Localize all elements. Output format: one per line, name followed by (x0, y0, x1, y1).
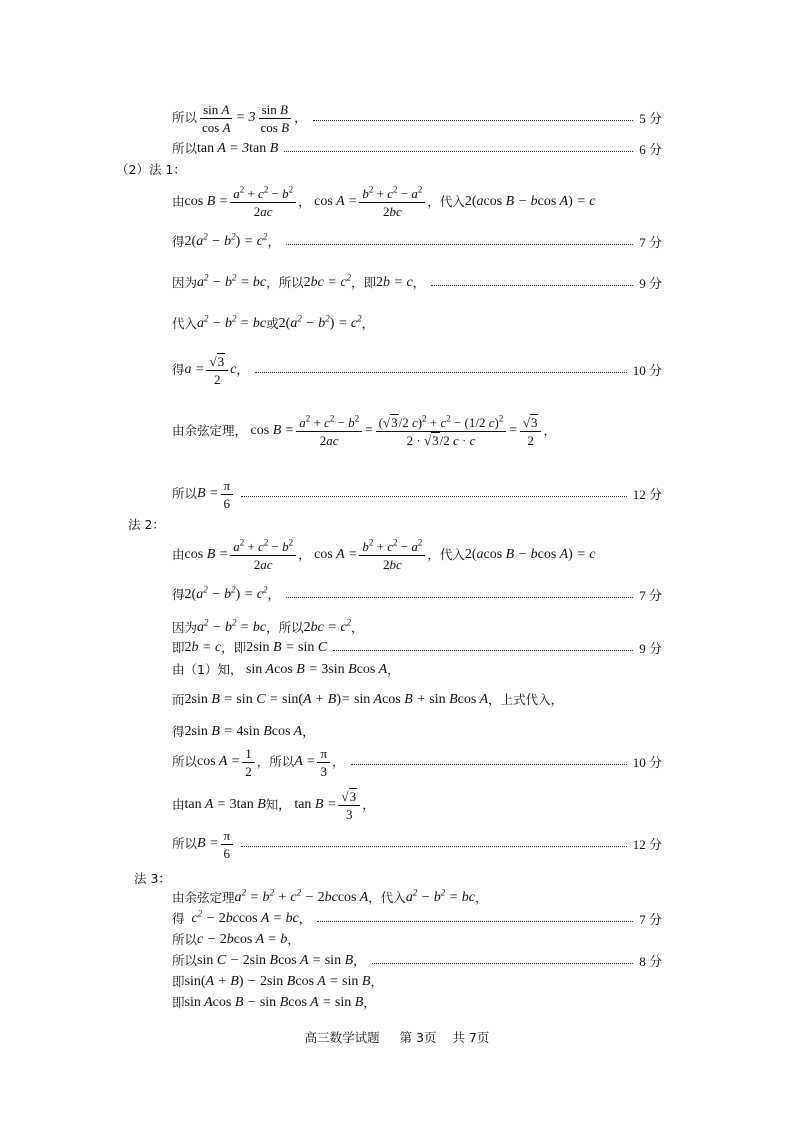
leader-dots (284, 151, 633, 152)
score-label: 10 分 (632, 362, 662, 378)
step-line: 所以 c − 2bcos A = b ， (172, 931, 300, 947)
step-line: 即 sin Acos B − sin Bcos A = sin B ， (172, 994, 376, 1010)
step-line: 所以 sin C − 2sin Bcos A = sin B ， 8 分 (172, 952, 662, 969)
page-footer (0, 1028, 794, 1046)
leader-dots (313, 120, 634, 121)
step-line: 得 $2(a^2 - b^2) = c^2$ ， 7 分 (172, 231, 662, 250)
method-heading: 法 2： (128, 517, 165, 532)
score-label: 9 分 (639, 275, 662, 291)
step-line: 得 $c^2 - 2bccos$ A = bc ， 7 分 (172, 908, 662, 927)
step-line: 由 tan A = 3tan B 知， tan B = $\frac{√3}{3}$ ， (172, 788, 375, 822)
step-line: 所以 tan A = 3tan B 6 分 (172, 140, 662, 157)
step-line: 由（1）知， sin Acos B = 3sin Bcos A ， (172, 661, 400, 677)
step-text: 所以 (172, 109, 198, 125)
score-label: 7 分 (639, 911, 662, 927)
footer-total: 共 7页 (452, 1030, 490, 1045)
fraction: $\frac{\text{sin A}}{\text{cos A}}$ (202, 101, 231, 135)
step-line: 因为 $a^2 - b^2$ = bc ，所以 $2bc = c^2$ ，即 2b = c ， 9 分 (172, 272, 662, 291)
step-line: 即 2b = c ，即 2sin B = sin C 9 分 (172, 639, 662, 656)
method-heading: 法 3： (134, 871, 171, 886)
footer-page: 第 3页 (399, 1030, 437, 1045)
fraction: $\frac{\text{sin B}}{\text{cos B}}$ (260, 101, 290, 135)
score-label: 9 分 (639, 640, 662, 656)
step-line: 所以 B = $\frac{\pi}{6}$ 12 分 (172, 827, 662, 861)
score-label: 12 分 (632, 836, 662, 852)
step-line: 所以 B = $\frac{\pi}{6}$ 12 分 (172, 477, 662, 511)
step-line: 得 a = $\frac{√3}{2}$ c ， 10 分 (172, 353, 662, 387)
step-line: 而 2sin B = sin C = sin(A + B)= sin Acos B + sin Bcos A ，上式代入， (172, 691, 564, 707)
step-line: 所以 cos A = $\frac{1}{2}$ ，所以 A = $\frac{\pi}{3}$ ， 10 分 (172, 745, 662, 779)
step-line: 由 cos B = $\frac{a^2 + c^2 - b^2}{2ac}$ ， cos A = $\frac{b^2 + c^2 - a^2}{2bc}$ ，代入 2(acos B − bcos A) = c (172, 537, 596, 572)
step-line: 因为 $a^2 - b^2$ = bc ，所以 $2bc = c^2$ ， (172, 617, 364, 635)
step-line: 即 sin(A + B) − 2sin Bcos A = sin B ， (172, 973, 383, 989)
score-label: 10 分 (632, 754, 662, 770)
score-label: 7 分 (639, 234, 662, 250)
step-line: 由余弦定理， cos B = $\frac{a^2 + c^2 - b^2}{2ac}$ = $\frac{(√3/2 c)^2 + c^2 - (1/2 c)^2}{2 \cdot √3/2 c \cdot c}$ = $\frac{√3}{2}$ ， (172, 413, 556, 448)
method-heading: （2）法 1： (116, 162, 186, 177)
step-line: 由余弦定理 $a^2 = b^2 + c^2 - 2bccos$ A ，代入 $a^2 - b^2$ = bc ， (172, 887, 488, 905)
score-label: 7 分 (639, 587, 662, 603)
footer-subject: 高三数学试题 (304, 1030, 380, 1045)
step-line: 所以 $\frac{\text{sin A}}{\text{cos A}}$ = 3 $\frac{\text{sin B}}{\text{cos B}}$ ， 5 分 (172, 101, 662, 135)
step-line: 得 2sin B = 4sin Bcos A ， (172, 723, 315, 739)
score-label: 8 分 (639, 953, 662, 969)
step-line: 代入 $a^2 - b^2$ = bc 或 $2(a^2 - b^2) = c^2$ ， (172, 313, 375, 331)
score-label: 5 分 (639, 110, 662, 126)
step-text: 所以 (172, 140, 198, 156)
score-label: 6 分 (639, 141, 662, 157)
score-label: 12 分 (632, 486, 662, 502)
step-line: 得 $2(a^2 - b^2) = c^2$ ， 7 分 (172, 584, 662, 603)
step-line: 由 cos B = $\frac{a^2 + c^2 - b^2}{2ac}$ ， cos A = $\frac{b^2 + c^2 - a^2}{2bc}$ ，代入 2(acos B − bcos A) = c (172, 184, 596, 219)
